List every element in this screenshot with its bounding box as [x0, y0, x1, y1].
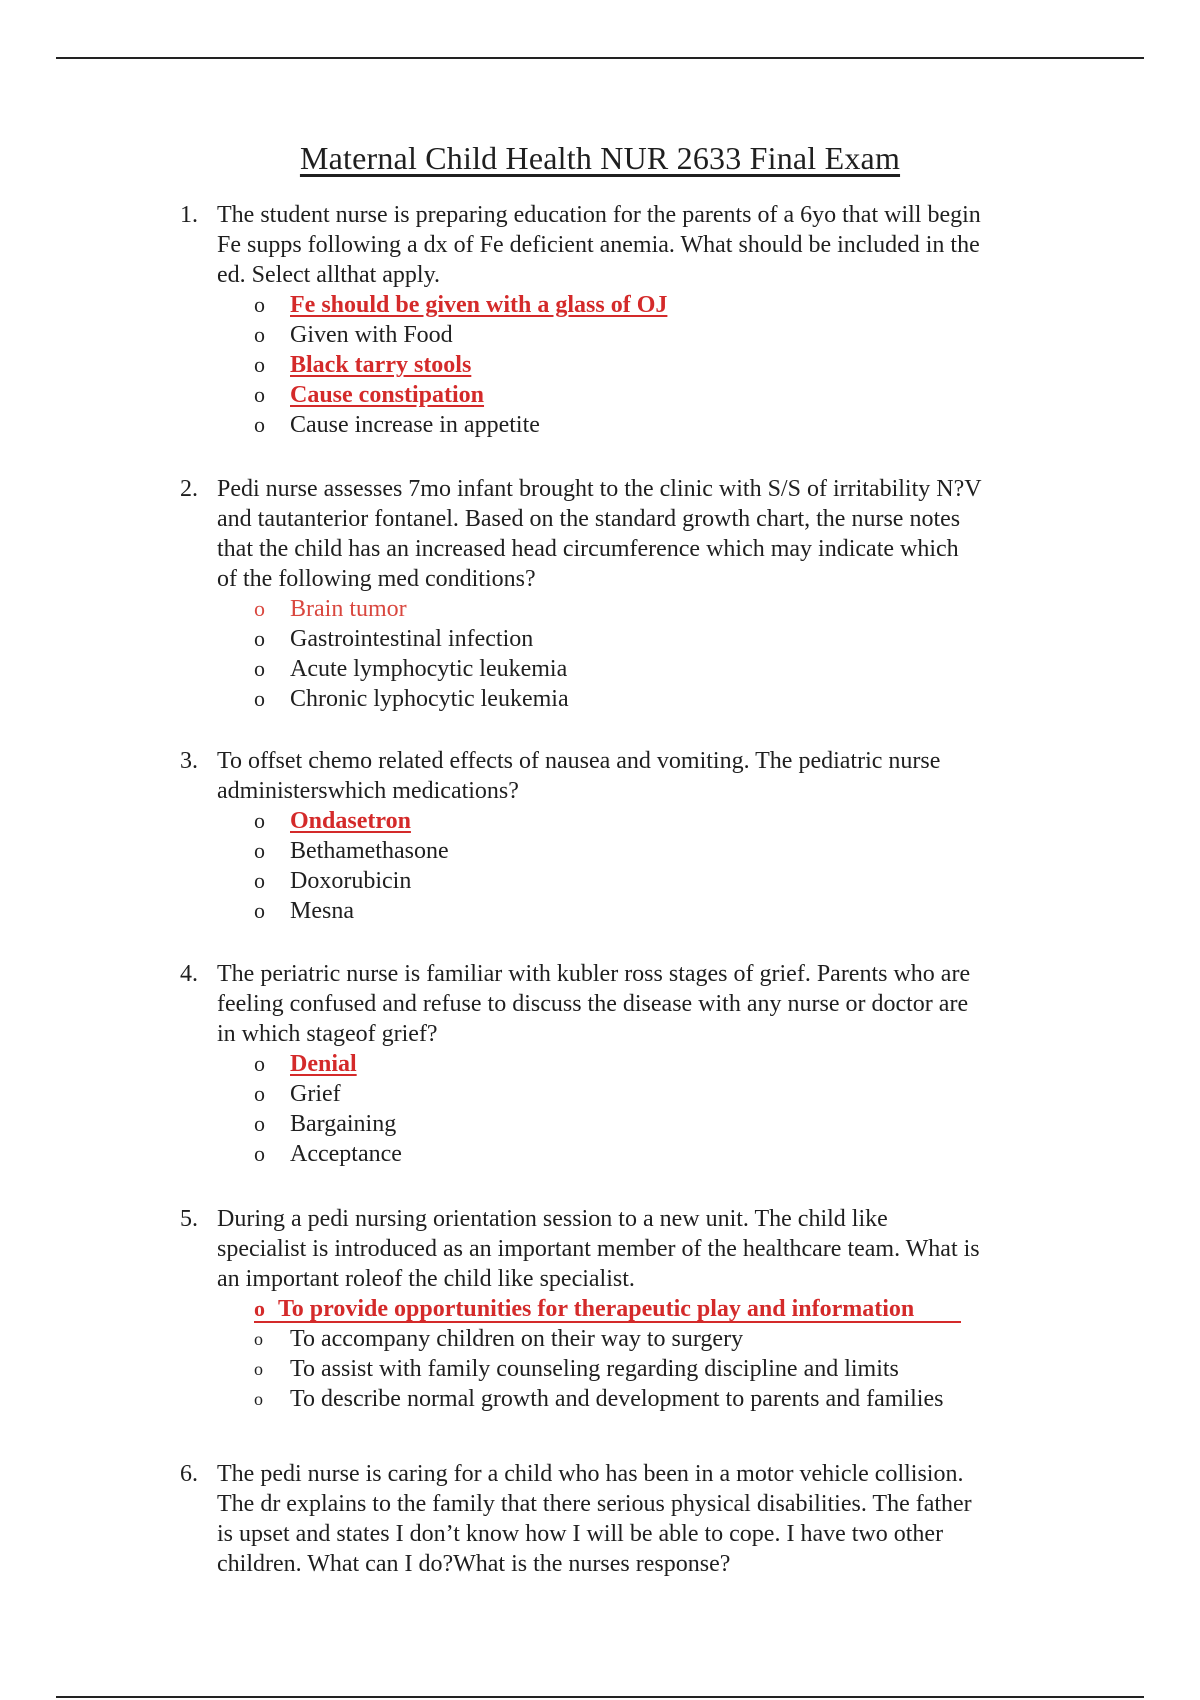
- answer-options: [180, 1294, 1080, 1414]
- question-text: To offset chemo related effects of nausea and vomiting. The pediatric nurse administerswhich medications?: [217, 748, 941, 804]
- answer-options: [180, 806, 1080, 926]
- option-text: Mesna: [290, 898, 354, 924]
- option-text: To describe normal growth and development to parents and families: [290, 1386, 944, 1412]
- answer-option[interactable]: [180, 410, 1080, 440]
- bullet-icon: o: [254, 596, 265, 621]
- option-text: Denial: [290, 1051, 357, 1077]
- answer-option[interactable]: [180, 866, 1080, 896]
- answer-option[interactable]: [180, 1384, 1080, 1414]
- page-title: Maternal Child Health NUR 2633 Final Exam: [299, 140, 901, 176]
- answer-option[interactable]: [180, 380, 1080, 410]
- answer-option[interactable]: [180, 1049, 1080, 1079]
- option-text: Given with Food: [290, 322, 453, 348]
- question-5: [180, 1204, 1080, 1414]
- answer-option[interactable]: [180, 594, 1080, 624]
- bullet-icon: o: [254, 1111, 265, 1136]
- answer-option[interactable]: [180, 290, 1080, 320]
- bullet-icon: o: [254, 1359, 263, 1379]
- bullet-icon: o: [254, 1296, 265, 1321]
- answer-option[interactable]: [180, 624, 1080, 654]
- answer-option[interactable]: [180, 1324, 1080, 1354]
- answer-options: [180, 290, 1080, 440]
- bullet-icon: o: [254, 626, 265, 651]
- bullet-icon: o: [254, 352, 265, 377]
- option-text: To assist with family counseling regarding discipline and limits: [290, 1356, 899, 1382]
- bullet-icon: o: [254, 1389, 263, 1409]
- bullet-icon: o: [254, 322, 265, 347]
- answer-options: [180, 1049, 1080, 1169]
- question-3: [180, 746, 1080, 926]
- option-text: Bargaining: [290, 1111, 397, 1137]
- question-number: 3.: [180, 748, 198, 774]
- question-number: 1.: [180, 202, 198, 228]
- answer-option[interactable]: [180, 836, 1080, 866]
- question-2: [180, 474, 1080, 714]
- bullet-icon: o: [254, 808, 265, 833]
- bullet-icon: o: [254, 412, 265, 437]
- top-rule: [56, 57, 1144, 59]
- question-text: During a pedi nursing orientation session to a new unit. The child like specialist is introduced as an important member of the healthcare team. What is an important roleof the child like specialist.: [217, 1206, 980, 1292]
- bullet-icon: o: [254, 1141, 265, 1166]
- option-text: Cause increase in appetite: [290, 412, 540, 438]
- answer-option[interactable]: [180, 654, 1080, 684]
- option-text: Gastrointestinal infection: [290, 626, 534, 652]
- option-text: To provide opportunities for therapeutic play and information: [278, 1296, 915, 1322]
- bullet-icon: o: [254, 1081, 265, 1106]
- bullet-icon: o: [254, 1051, 265, 1076]
- option-text: Black tarry stools: [290, 352, 472, 378]
- option-text: Acute lymphocytic leukemia: [290, 656, 568, 682]
- bullet-icon: o: [254, 1329, 263, 1349]
- bullet-icon: o: [254, 292, 265, 317]
- answer-option[interactable]: [180, 350, 1080, 380]
- answer-option[interactable]: [180, 320, 1080, 350]
- answer-option[interactable]: [180, 1139, 1080, 1169]
- bullet-icon: o: [254, 868, 265, 893]
- question-number: 4.: [180, 961, 198, 987]
- bullet-icon: o: [254, 898, 265, 923]
- bullet-icon: o: [254, 656, 265, 681]
- option-text: Brain tumor: [290, 596, 407, 622]
- question-1: [180, 200, 1080, 440]
- option-text: Chronic lyphocytic leukemia: [290, 686, 569, 712]
- question-text: Pedi nurse assesses 7mo infant brought to the clinic with S/S of irritability N?V and tautanterior fontanel. Based on the standard growth chart, the nurse notes that the child has an increased head circumference which may indicate which of the following med conditions?: [217, 476, 982, 592]
- question-number: 6.: [180, 1461, 198, 1487]
- option-text: Acceptance: [290, 1141, 402, 1167]
- answer-option[interactable]: [180, 1109, 1080, 1139]
- bullet-icon: o: [254, 838, 265, 863]
- answer-option[interactable]: [180, 1294, 1080, 1324]
- answer-option[interactable]: [180, 1354, 1080, 1384]
- bullet-icon: o: [254, 382, 265, 407]
- answer-option[interactable]: [180, 684, 1080, 714]
- question-4: [180, 959, 1080, 1169]
- option-text: Doxorubicin: [290, 868, 412, 894]
- answer-underline: [254, 1321, 961, 1323]
- option-text: Bethamethasone: [290, 838, 449, 864]
- option-text: To accompany children on their way to surgery: [290, 1326, 744, 1352]
- bullet-icon: o: [254, 686, 265, 711]
- option-text: Ondasetron: [290, 808, 411, 834]
- option-text: Fe should be given with a glass of OJ: [290, 292, 668, 318]
- answer-option[interactable]: [180, 896, 1080, 926]
- question-number: 2.: [180, 476, 198, 502]
- question-text: The periatric nurse is familiar with kubler ross stages of grief. Parents who are feeling confused and refuse to discuss the disease with any nurse or doctor are in which stageof grief?: [217, 961, 971, 1047]
- question-text: The pedi nurse is caring for a child who has been in a motor vehicle collision. The dr explains to the family that there serious physical disabilities. The father is upset and states I don’t know how I will be able to cope. I have two other children. What can I do?What is the nurses response?: [217, 1461, 972, 1577]
- answer-option[interactable]: [180, 1079, 1080, 1109]
- answer-options: [180, 594, 1080, 714]
- question-text: The student nurse is preparing education for the parents of a 6yo that will begin Fe supps following a dx of Fe deficient anemia. What should be included in the ed. Select allthat apply.: [217, 202, 981, 288]
- question-6: [180, 1459, 1080, 1579]
- answer-option[interactable]: [180, 806, 1080, 836]
- bottom-rule: [56, 1696, 1144, 1698]
- question-number: 5.: [180, 1206, 198, 1232]
- option-text: Cause constipation: [290, 382, 485, 408]
- option-text: Grief: [290, 1081, 341, 1107]
